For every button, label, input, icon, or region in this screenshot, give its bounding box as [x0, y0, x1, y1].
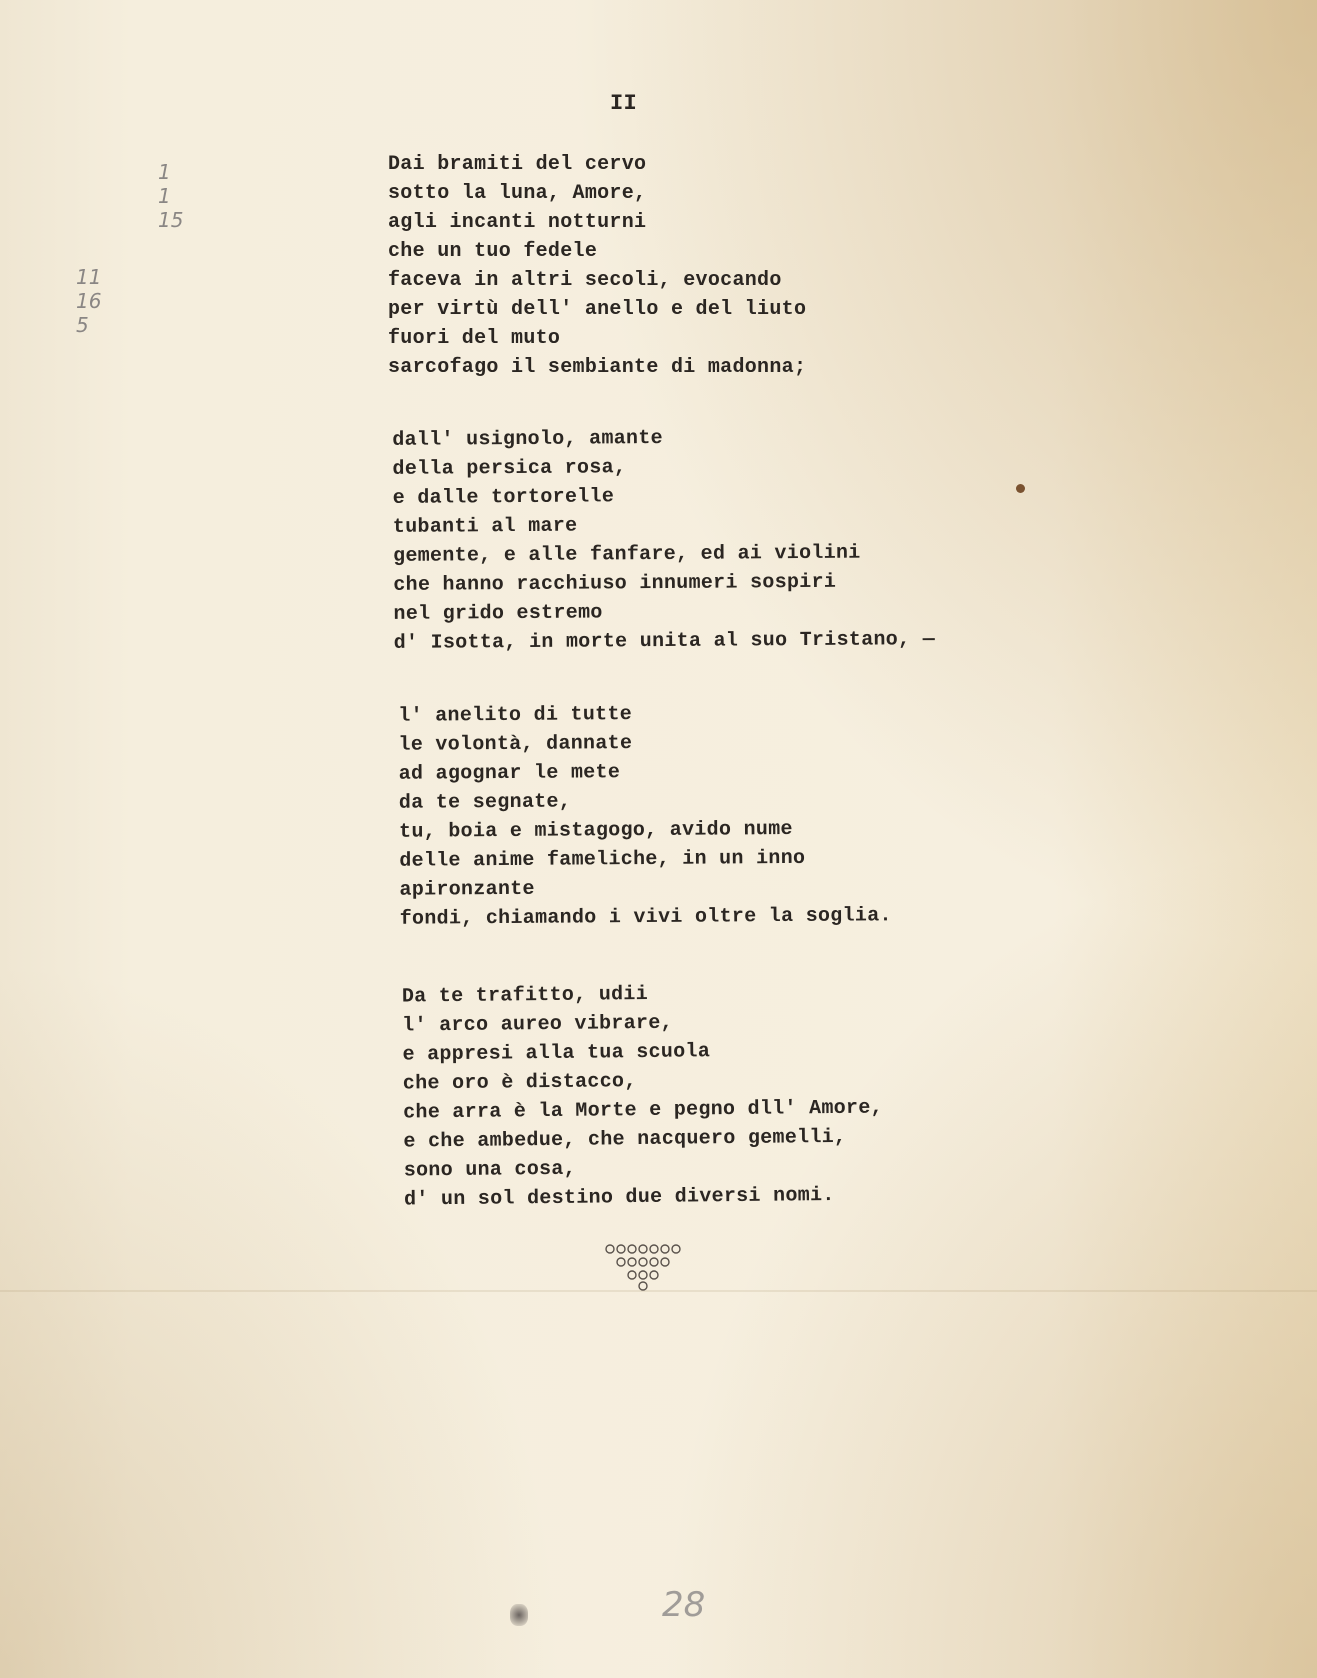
- verse-line: gemente, e alle fanfare, ed ai violini: [393, 541, 861, 568]
- pencil-note-left-upper: 1 1 15: [158, 160, 184, 232]
- verse-line: l' arco aureo vibrare,: [402, 1011, 674, 1038]
- verse-line: sarcofago il sembiante di madonna;: [388, 356, 807, 379]
- verse-line: d' un sol destino due diversi nomi.: [403, 1183, 835, 1212]
- verse-line: fondi, chiamando i vivi oltre la soglia.: [399, 904, 892, 931]
- typographic-ornament: [604, 1243, 684, 1291]
- verse-line: apironzante: [399, 877, 535, 902]
- ink-smudge: [510, 1604, 528, 1626]
- verse-line: d' Isotta, in morte unita al suo Tristano, —: [393, 628, 936, 655]
- verse-line: che un tuo fedele: [388, 240, 598, 263]
- verse-line: tu, boia e mistagogo, avido nume: [399, 817, 793, 844]
- verse-line: delle anime fameliche, in un inno: [399, 846, 806, 873]
- verse-line: che hanno racchiuso innumeri sospiri: [393, 570, 837, 597]
- pencil-note-left-lower: 11 16 5: [76, 265, 102, 337]
- verse-line: faceva in altri secoli, evocando: [388, 269, 782, 292]
- stanza-3: [398, 698, 892, 933]
- ink-spot: [1016, 484, 1025, 493]
- verse-line: da te segnate,: [398, 790, 572, 815]
- verse-line: fuori del muto: [388, 327, 561, 350]
- verse-line: nel grido estremo: [393, 601, 603, 626]
- verse-line: Da te trafitto, udii: [401, 982, 649, 1009]
- verse-line: sono una cosa,: [403, 1157, 577, 1183]
- verse-line: le volontà, dannate: [398, 732, 633, 757]
- verse-line: che arra è la Morte e pegno dll' Amore,: [403, 1096, 884, 1125]
- stanza-2: [392, 422, 935, 658]
- section-heading: II: [610, 91, 638, 116]
- verse-line: agli incanti notturni: [388, 211, 647, 234]
- verse-line: della persica rosa,: [392, 456, 627, 481]
- stanza-4: [402, 977, 884, 1214]
- verse-line: ad agognar le mete: [398, 761, 621, 786]
- verse-line: che oro è distacco,: [402, 1070, 637, 1096]
- verse-line: e appresi alla tua scuola: [402, 1040, 711, 1067]
- stanza-1: [388, 150, 806, 382]
- verse-line: l' anelito di tutte: [398, 703, 633, 728]
- verse-line: sotto la luna, Amore,: [388, 182, 647, 205]
- verse-line: Dai bramiti del cervo: [388, 153, 647, 176]
- verse-line: per virtù dell' anello e del liuto: [388, 298, 807, 321]
- verse-line: e che ambedue, che nacquero gemelli,: [403, 1125, 847, 1154]
- verse-line: tubanti al mare: [392, 514, 578, 539]
- page-number: 28: [662, 1585, 706, 1625]
- verse-line: e dalle tortorelle: [392, 485, 615, 510]
- verse-line: dall' usignolo, amante: [392, 427, 664, 452]
